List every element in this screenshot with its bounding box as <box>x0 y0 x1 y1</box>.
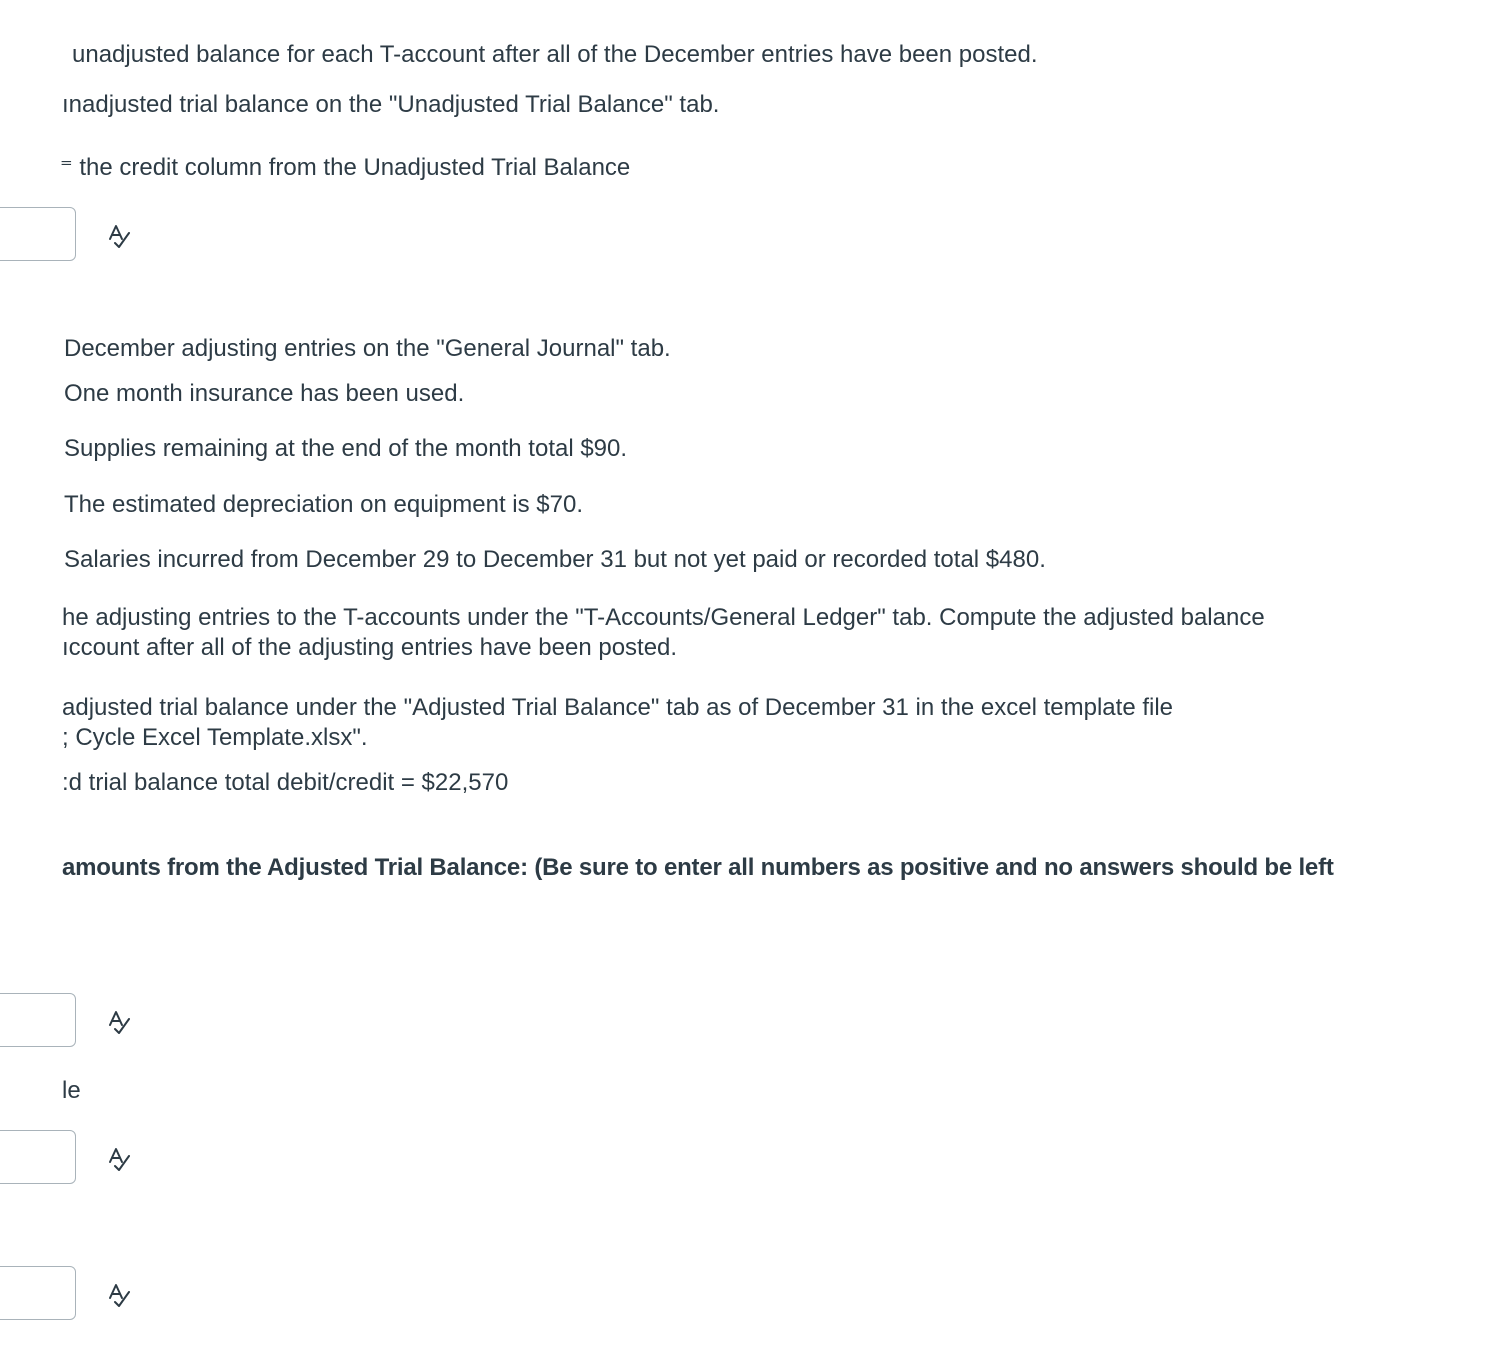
answer-input-2[interactable] <box>0 993 76 1047</box>
answer-input-3[interactable] <box>0 1130 76 1184</box>
spellcheck-icon[interactable] <box>106 1009 132 1035</box>
instruction-line-unadjusted-balance: unadjusted balance for each T-account after all of the December entries have been posted. <box>72 41 1038 68</box>
answer-row-2 <box>0 993 140 1049</box>
answer-row-3 <box>0 1130 140 1186</box>
spellcheck-icon[interactable] <box>106 1146 132 1172</box>
question-adjusted-trial-balance-amounts: amounts from the Adjusted Trial Balance: (Be sure to enter all numbers as positive and no answers should be left <box>62 854 1334 881</box>
adjustment-supplies: Supplies remaining at the end of the month total $90. <box>64 435 628 462</box>
question-credit-column-total: ⁼ the credit column from the Unadjusted Trial Balance <box>60 154 631 181</box>
spellcheck-icon[interactable] <box>106 223 132 249</box>
adjustment-insurance: One month insurance has been used. <box>64 380 465 407</box>
answer-input-credit-total[interactable] <box>0 207 76 261</box>
instruction-december-adjusting-entries: December adjusting entries on the "General Journal" tab. <box>64 335 671 362</box>
adjustment-salaries: Salaries incurred from December 29 to December 31 but not yet paid or recorded total $480. <box>64 546 1046 573</box>
answer-input-4[interactable] <box>0 1266 76 1320</box>
instruction-post-adjusting-line-2: ıccount after all of the adjusting entries have been posted. <box>62 634 678 661</box>
instruction-adjusted-trial-balance-line-2: ; Cycle Excel Template.xlsx". <box>62 724 368 751</box>
instruction-post-adjusting-line-1: he adjusting entries to the T-accounts under the "T-Accounts/General Ledger" tab. Compute the adjusted balance <box>62 604 1265 631</box>
instruction-line-unadjusted-trial-balance: ınadjusted trial balance on the "Unadjusted Trial Balance" tab. <box>62 91 720 118</box>
answer-row-4 <box>0 1266 140 1322</box>
adjustment-depreciation: The estimated depreciation on equipment is $70. <box>64 491 583 518</box>
instruction-adjusted-trial-balance-line-1: adjusted trial balance under the "Adjusted Trial Balance" tab as of December 31 in the excel template file <box>62 694 1174 721</box>
adjusted-trial-balance-total: :d trial balance total debit/credit = $22,570 <box>62 769 509 796</box>
spellcheck-icon[interactable] <box>106 1282 132 1308</box>
partial-label: le <box>62 1077 81 1104</box>
answer-row-1 <box>0 207 140 263</box>
